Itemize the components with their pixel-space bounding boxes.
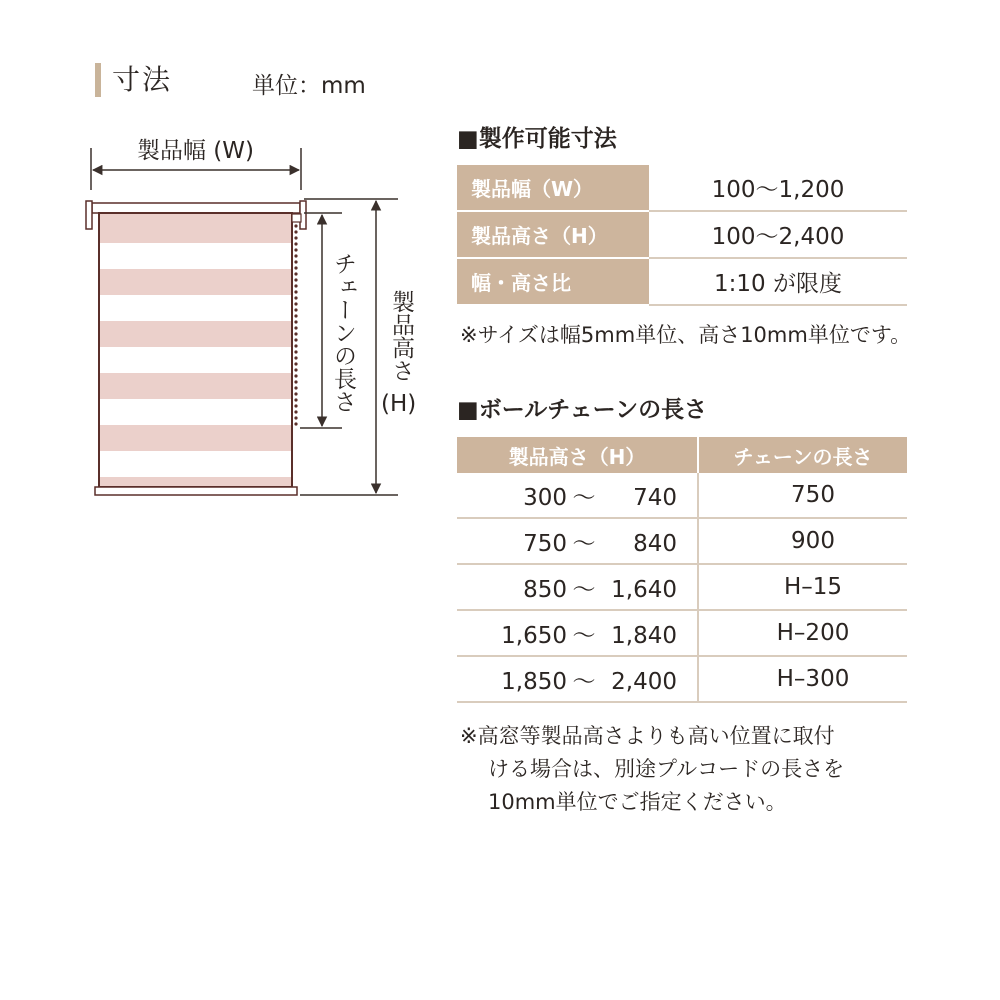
chain-length: 750 — [698, 473, 907, 518]
height-code-label: (H) — [381, 391, 417, 417]
table-row — [457, 656, 907, 702]
stripe — [100, 321, 291, 347]
width-label: 製品幅 (W) — [137, 138, 254, 164]
chain-note-line: ける場合は、別途プルコードの長さを — [488, 757, 845, 781]
spec-label: 幅・高さ比 — [457, 258, 649, 305]
head-rail-cap-left — [86, 201, 92, 229]
table-row — [457, 610, 907, 656]
range-sep: 〜 — [572, 530, 596, 557]
ball-chain — [294, 224, 297, 425]
height-range — [457, 518, 698, 564]
table-row — [457, 473, 907, 518]
height-range — [457, 473, 698, 518]
chain-note — [460, 720, 844, 819]
range-from: 1,650 — [501, 622, 567, 649]
table-header-row — [457, 437, 907, 473]
stripe — [100, 214, 291, 226]
spec-label: 製品幅（W） — [457, 165, 649, 211]
range-sep: 〜 — [572, 484, 596, 511]
chain-note-line: 10mm単位でご指定ください。 — [488, 790, 787, 814]
range-from: 300 — [523, 484, 567, 511]
stripe — [100, 269, 291, 295]
range-sep: 〜 — [572, 622, 596, 649]
range-to: 740 — [633, 484, 677, 511]
blind-diagram — [0, 0, 450, 520]
chain-length: H–200 — [698, 610, 907, 656]
range-from: 750 — [523, 530, 567, 557]
col-header-length: チェーンの長さ — [698, 437, 907, 473]
page-title: 寸法 — [112, 63, 173, 96]
table-row — [457, 211, 907, 258]
range-from: 1,850 — [501, 668, 567, 695]
height-range — [457, 610, 698, 656]
spec-note: ※サイズは幅5mm単位、高さ10mm単位です。 — [460, 323, 912, 347]
chain-table — [457, 437, 907, 703]
range-sep: 〜 — [572, 668, 596, 695]
chain-length: 900 — [698, 518, 907, 564]
stripe — [100, 477, 291, 486]
spec-value: 100〜2,400 — [649, 211, 907, 258]
stripe — [100, 373, 291, 399]
unit-label: 単位：mm — [252, 73, 366, 99]
spec-heading: ■製作可能寸法 — [457, 126, 617, 152]
range-to: 1,840 — [611, 622, 677, 649]
stripe — [100, 226, 291, 243]
spec-table — [457, 165, 907, 306]
stripe — [100, 425, 291, 451]
spec-value: 1:10 が限度 — [649, 258, 907, 305]
table-row — [457, 258, 907, 305]
range-to: 840 — [633, 530, 677, 557]
height-range — [457, 656, 698, 702]
chain-length-label: チェーンの長さ — [330, 251, 356, 413]
spec-label: 製品高さ（H） — [457, 211, 649, 258]
chain-heading: ■ボールチェーンの長さ — [457, 397, 708, 423]
range-to: 2,400 — [611, 668, 677, 695]
head-rail — [92, 203, 300, 213]
col-header-height: 製品高さ（H） — [457, 437, 698, 473]
table-row — [457, 564, 907, 610]
table-row — [457, 165, 907, 211]
chain-top-cap — [292, 214, 301, 222]
height-label: 製品高さ — [388, 281, 414, 391]
chain-length: H–300 — [698, 656, 907, 702]
range-from: 850 — [523, 576, 567, 603]
bottom-rail — [95, 487, 297, 495]
range-sep: 〜 — [572, 576, 596, 603]
range-to: 1,640 — [611, 576, 677, 603]
table-row — [457, 518, 907, 564]
height-range — [457, 564, 698, 610]
chain-length: H–15 — [698, 564, 907, 610]
spec-value: 100〜1,200 — [649, 165, 907, 211]
chain-note-line: ※高窓等製品高さよりも高い位置に取付 — [460, 724, 835, 748]
